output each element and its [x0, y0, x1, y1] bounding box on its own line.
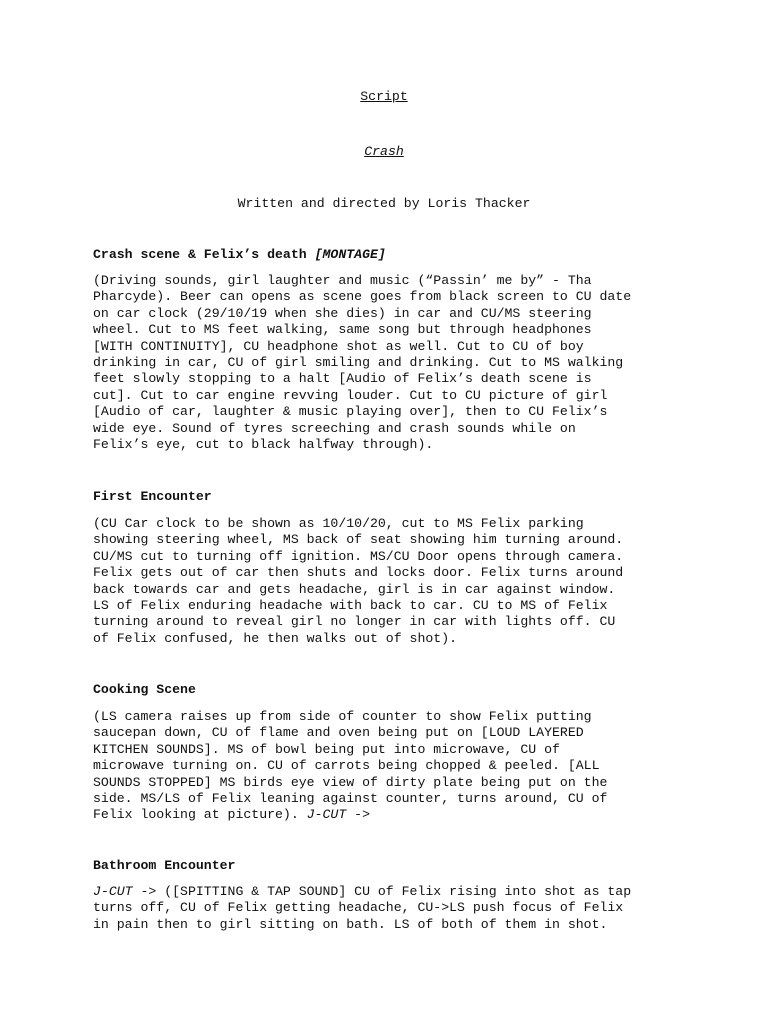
- section-body-crash-scene: [93, 273, 683, 453]
- body-line: LS of Felix enduring headache with back to car. CU to MS of Felix: [93, 597, 608, 613]
- film-title: Crash: [364, 144, 404, 159]
- body-line: CU/MS cut to turning off ignition. MS/CU Door opens through camera.: [93, 548, 624, 564]
- section-body-cooking-scene: [93, 709, 683, 824]
- body-line: wide eye. Sound of tyres screeching and crash sounds while on: [93, 420, 576, 436]
- body-line: side. MS/LS of Felix leaning against counter, turns around, CU of: [93, 790, 608, 806]
- credit-line: Written and directed by Loris Thacker: [237, 196, 531, 211]
- jcut-marker: J-CUT ->: [306, 807, 370, 823]
- body-line: turns off, CU of Felix getting headache, CU->LS push focus of Felix: [93, 900, 624, 916]
- section-body-first-encounter: [93, 516, 683, 647]
- body-line: showing steering wheel, MS back of seat showing him turning around.: [93, 532, 624, 548]
- body-line-with-jcut: [93, 807, 683, 823]
- section-heading-first-encounter: First Encounter: [93, 489, 212, 504]
- section-heading-text: Crash scene & Felix’s death: [93, 247, 315, 262]
- body-line: feet slowly stopping to a halt [Audio of Felix’s death scene is: [93, 371, 592, 387]
- jcut-marker: J-CUT ->: [93, 884, 157, 899]
- body-line: Felix gets out of car then shuts and locks door. Felix turns around: [93, 565, 624, 581]
- body-line: drinking in car, CU of girl smiling and drinking. Cut to MS walking: [93, 354, 624, 370]
- body-line: saucepan down, CU of flame and oven being put on [LOUD LAYERED: [93, 725, 584, 741]
- body-line: back towards car and gets headache, girl is in car against window.: [93, 581, 616, 597]
- body-line: (Driving sounds, girl laughter and music (“Passin’ me by” - Tha: [93, 273, 592, 288]
- section-heading-tag: [MONTAGE]: [314, 247, 386, 262]
- body-line: SOUNDS STOPPED] MS birds eye view of dirty plate being put on the: [93, 774, 608, 790]
- body-line: [Audio of car, laughter & music playing over], then to CU Felix’s: [93, 404, 608, 420]
- section-heading-crash-scene: [93, 247, 386, 262]
- body-line: [WITH CONTINUITY], CU headphone shot as well. Cut to CU of boy: [93, 338, 584, 354]
- body-line-text: Felix looking at picture).: [93, 807, 307, 823]
- body-line: of Felix confused, he then walks out of shot).: [93, 630, 458, 646]
- body-line: (LS camera raises up from side of counter to show Felix putting: [93, 709, 592, 724]
- body-line: cut]. Cut to car engine revving louder. Cut to CU picture of girl: [93, 387, 608, 403]
- body-line: turning around to reveal girl no longer in car with lights off. CU: [93, 614, 616, 630]
- body-line-with-jcut: [93, 884, 683, 900]
- section-heading-bathroom-encounter: Bathroom Encounter: [93, 858, 236, 873]
- body-line: (CU Car clock to be shown as 10/10/20, cut to MS Felix parking: [93, 516, 584, 531]
- body-line: KITCHEN SOUNDS]. MS of bowl being put into microwave, CU of: [93, 741, 560, 757]
- section-heading-cooking-scene: Cooking Scene: [93, 682, 196, 697]
- body-line: in pain then to girl sitting on bath. LS of both of them in shot.: [93, 916, 608, 932]
- body-line-text: ([SPITTING & TAP SOUND] CU of Felix rising into shot as tap: [156, 884, 632, 899]
- body-line: Felix’s eye, cut to black halfway through).: [93, 436, 434, 452]
- section-body-bathroom-encounter: [93, 884, 683, 933]
- body-line: wheel. Cut to MS feet walking, same song but through headphones: [93, 322, 592, 338]
- body-line: microwave turning on. CU of carrots being chopped & peeled. [ALL: [93, 758, 600, 774]
- script-label: Script: [360, 89, 408, 104]
- body-line: on car clock (29/10/19 when she dies) in car and CU/MS steering: [93, 305, 592, 321]
- body-line: Pharcyde). Beer can opens as scene goes from black screen to CU date: [93, 289, 632, 305]
